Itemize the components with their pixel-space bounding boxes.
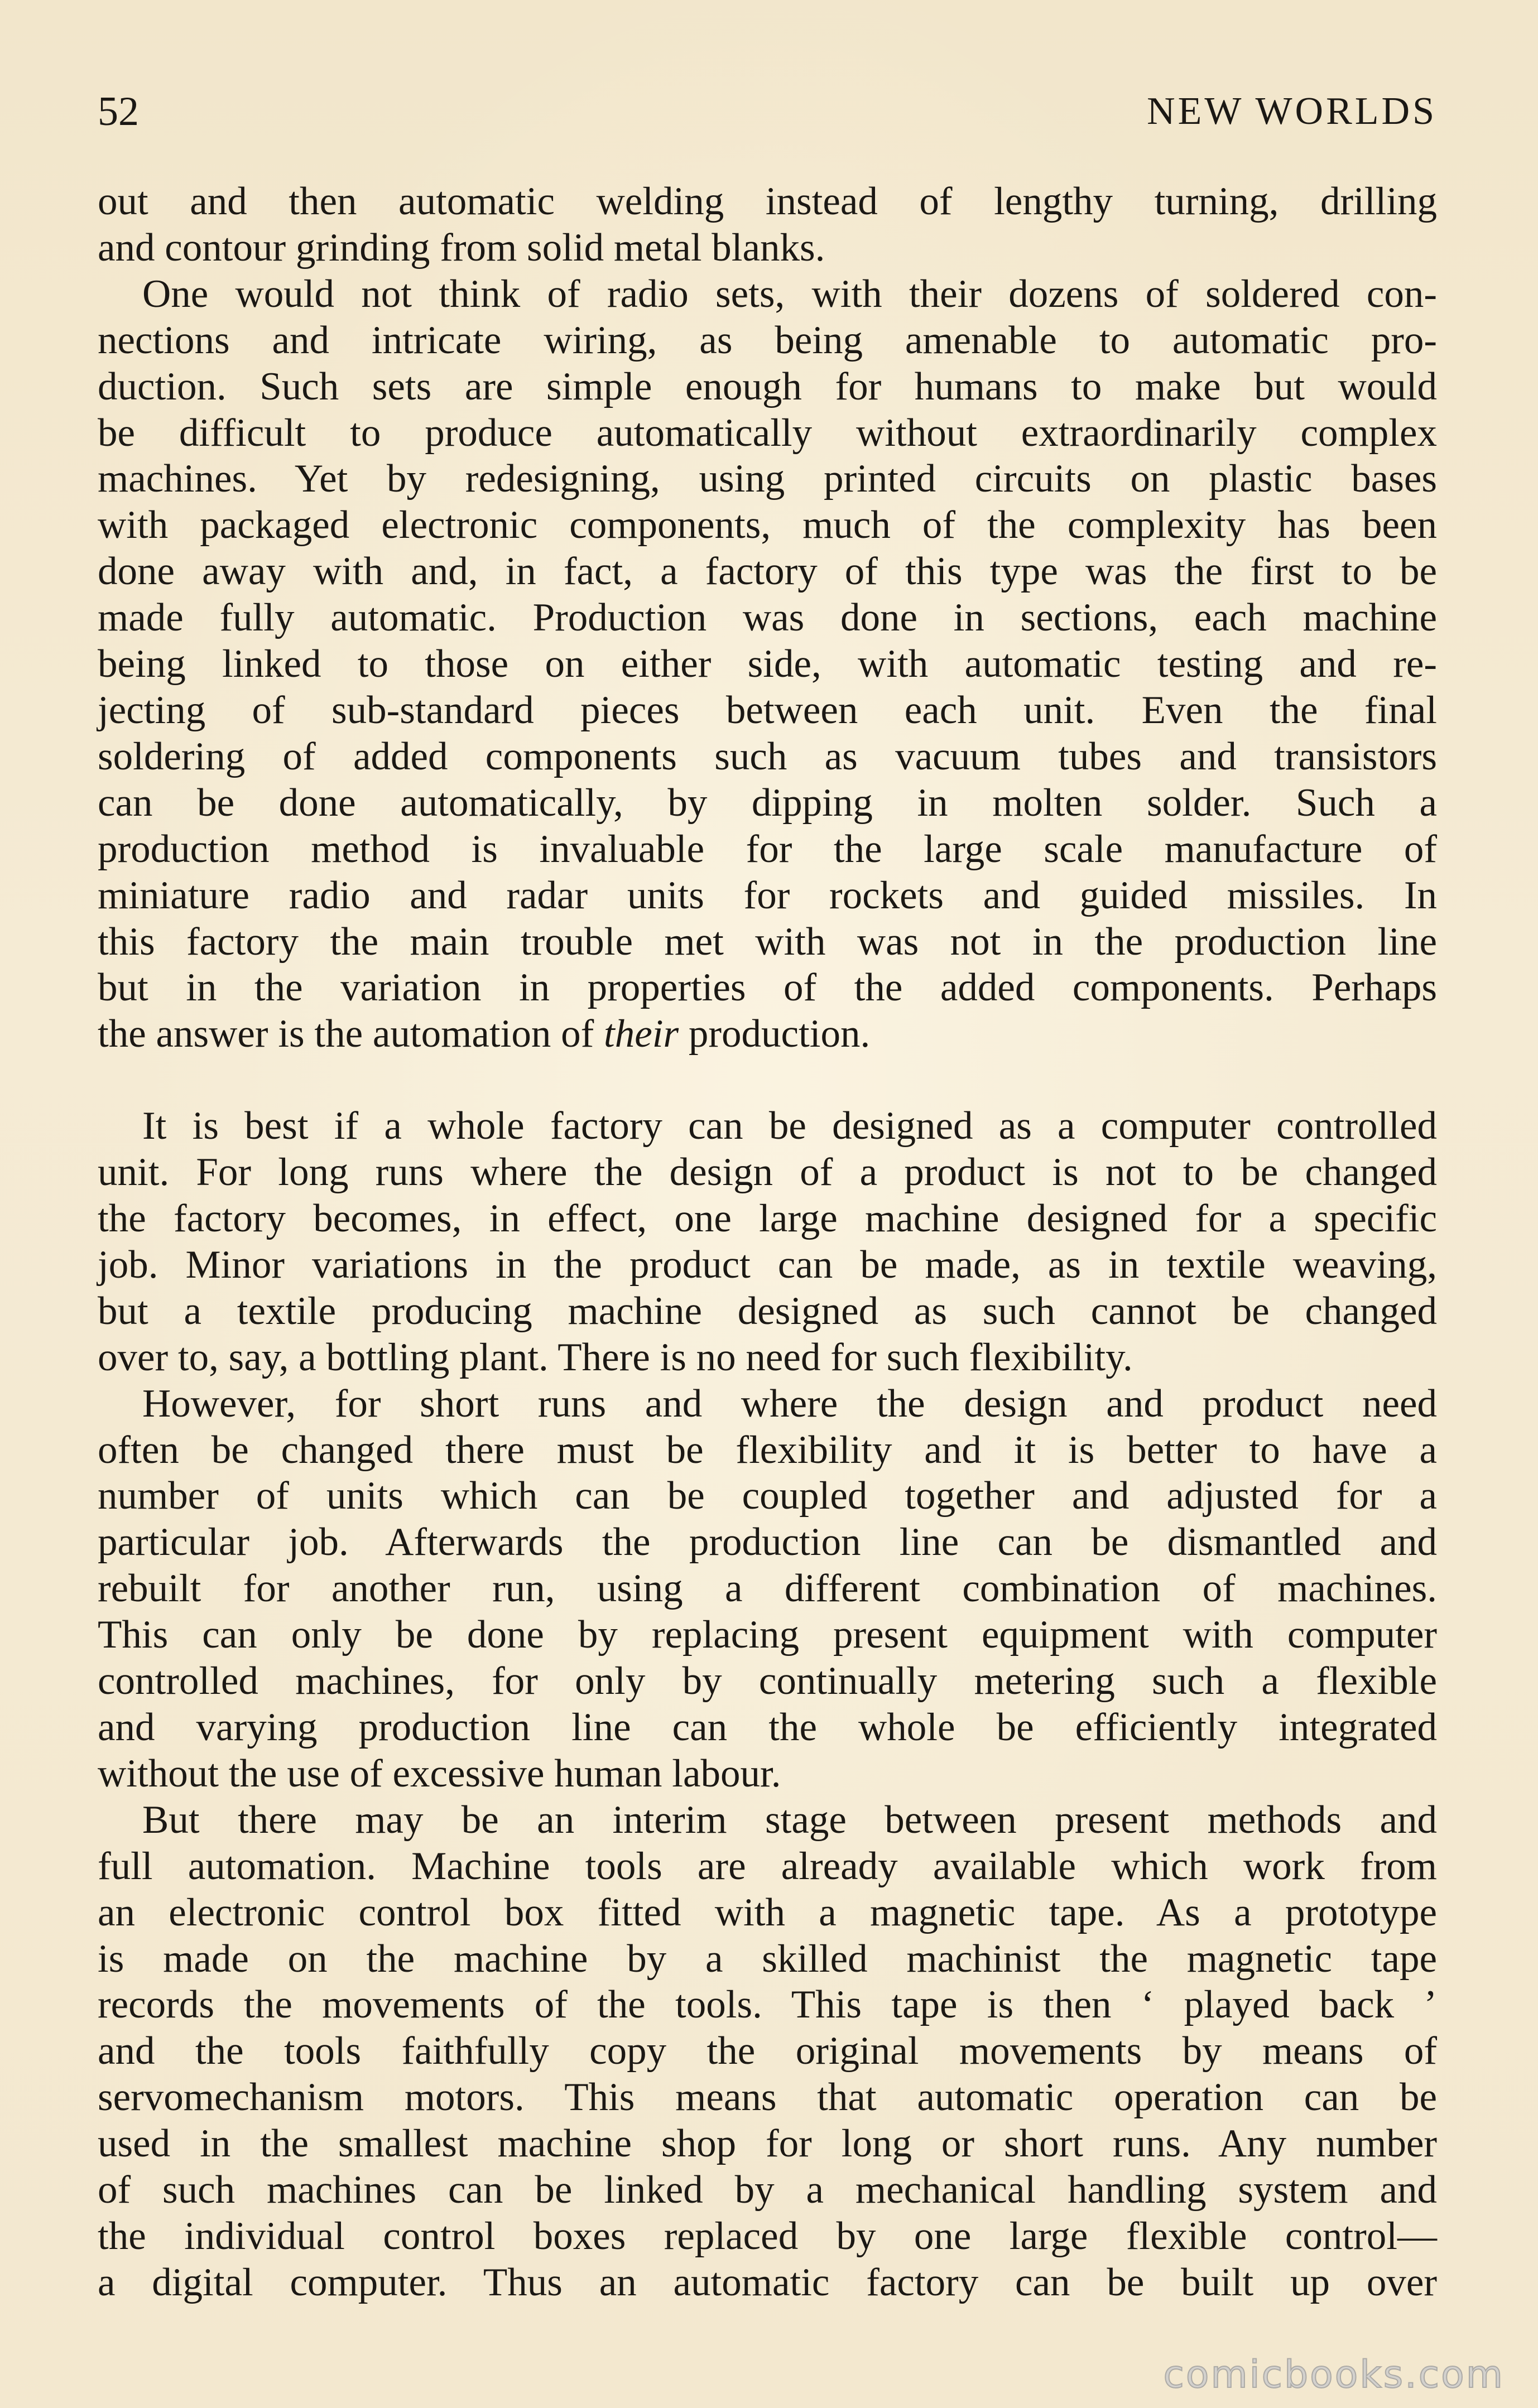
running-head: NEW WORLDS: [1147, 90, 1437, 133]
text-line: This can only be done by replacing present equipment with computer: [98, 1613, 1437, 1657]
text-line: the individual control boxes replaced by one large flexible control—: [98, 2214, 1437, 2258]
text-line: unit. For long runs where the design of a product is not to be changed: [98, 1150, 1437, 1195]
text-line: and varying production line can the whole be efficiently integrated: [98, 1706, 1437, 1749]
text-line: servomechanism motors. This means that automatic operation can be: [98, 2075, 1437, 2120]
text-line: records the movements of the tools. This tape is then ‘ played back ’: [98, 1983, 1437, 2027]
text-line: can be done automatically, by dipping in molten solder. Such a: [98, 781, 1437, 825]
paragraph-continuation: [98, 179, 1437, 271]
emphasis-text: their: [603, 1012, 679, 1056]
text-line: miniature radio and radar units for rockets and guided missiles. In: [98, 873, 1437, 917]
text-line: but in the variation in properties of the added components. Perhaps: [98, 966, 1437, 1010]
page-header: [98, 84, 1437, 139]
body-text: [98, 179, 1437, 2306]
text-line: and contour grinding from solid metal blanks.: [98, 225, 825, 269]
text-line: often be changed there must be flexibility and it is better to have a: [98, 1428, 1437, 1472]
text-line: over to, say, a bottling plant. There is no need for such flexibility.: [98, 1335, 1133, 1379]
text-line: be difficult to produce automatically without extraordinarily complex: [98, 411, 1437, 455]
text-line: jecting of sub-standard pieces between each unit. Even the final: [98, 688, 1437, 732]
text-line: a digital computer. Thus an automatic factory can be built up over: [98, 2260, 1437, 2304]
text-line: without the use of excessive human labour.: [98, 1751, 781, 1795]
text-line: One would not think of radio sets, with their dozens of soldered con-: [142, 272, 1437, 316]
text-line: nections and intricate wiring, as being amenable to automatic pro-: [98, 318, 1437, 362]
text-line: being linked to those on either side, with automatic testing and re-: [98, 642, 1437, 686]
text-line: full automation. Machine tools are already available which work from: [98, 1844, 1437, 1888]
text-line: used in the smallest machine shop for long or short runs. Any number: [98, 2122, 1437, 2166]
text-line: duction. Such sets are simple enough for humans to make but would: [98, 364, 1437, 408]
text-line-final: [98, 1011, 1437, 1057]
text-line: done away with and, in fact, a factory of this type was the first to be: [98, 550, 1437, 594]
paragraph-radio-sets: [98, 271, 1437, 1057]
section-break: [98, 1057, 1437, 1103]
text-line: number of units which can be coupled together and adjusted for a: [98, 1474, 1437, 1518]
text-line: out and then automatic welding instead of lengthy turning, drilling: [98, 180, 1437, 223]
text-line: is made on the machine by a skilled machinist the magnetic tape: [98, 1937, 1437, 1981]
text-line: this factory the main trouble met with was not in the production line: [98, 919, 1437, 964]
text-line: controlled machines, for only by continually metering such a flexible: [98, 1659, 1437, 1703]
paragraph-factory-design: [98, 1103, 1437, 1380]
text-line: with packaged electronic components, much of the complexity has been: [98, 503, 1437, 547]
text-line: of such machines can be linked by a mechanical handling system and: [98, 2168, 1437, 2212]
text-line: rebuilt for another run, using a different combination of machines.: [98, 1567, 1437, 1611]
text-line: But there may be an interim stage between present methods and: [142, 1798, 1437, 1842]
text-line: However, for short runs and where the design and product need: [142, 1381, 1437, 1425]
text-line: an electronic control box fitted with a magnetic tape. As a prototype: [98, 1890, 1437, 1934]
text-line: machines. Yet by redesigning, using printed circuits on plastic bases: [98, 457, 1437, 501]
text-line: particular job. Afterwards the production line can be dismantled and: [98, 1520, 1437, 1564]
watermark: comicbooks.com: [1163, 2353, 1505, 2397]
text-run: the answer is the automation of: [98, 1012, 604, 1056]
text-line: It is best if a whole factory can be designed as a computer controlled: [142, 1104, 1437, 1148]
text-line: and the tools faithfully copy the original movements by means of: [98, 2029, 1437, 2073]
text-run: production.: [679, 1012, 871, 1056]
text-line: the factory becomes, in effect, one large machine designed for a specific: [98, 1197, 1437, 1241]
page-number: 52: [98, 89, 139, 134]
text-line: made fully automatic. Production was done in sections, each machine: [98, 596, 1437, 640]
text-line: but a textile producing machine designed as such cannot be changed: [98, 1289, 1437, 1333]
text-line: job. Minor variations in the product can be made, as in textile weaving,: [98, 1242, 1437, 1287]
paragraph-interim-stage: [98, 1797, 1437, 2306]
text-line: production method is invaluable for the large scale manufacture of: [98, 827, 1437, 871]
paragraph-short-runs: [98, 1381, 1437, 1797]
text-line: soldering of added components such as vacuum tubes and transistors: [98, 734, 1437, 778]
